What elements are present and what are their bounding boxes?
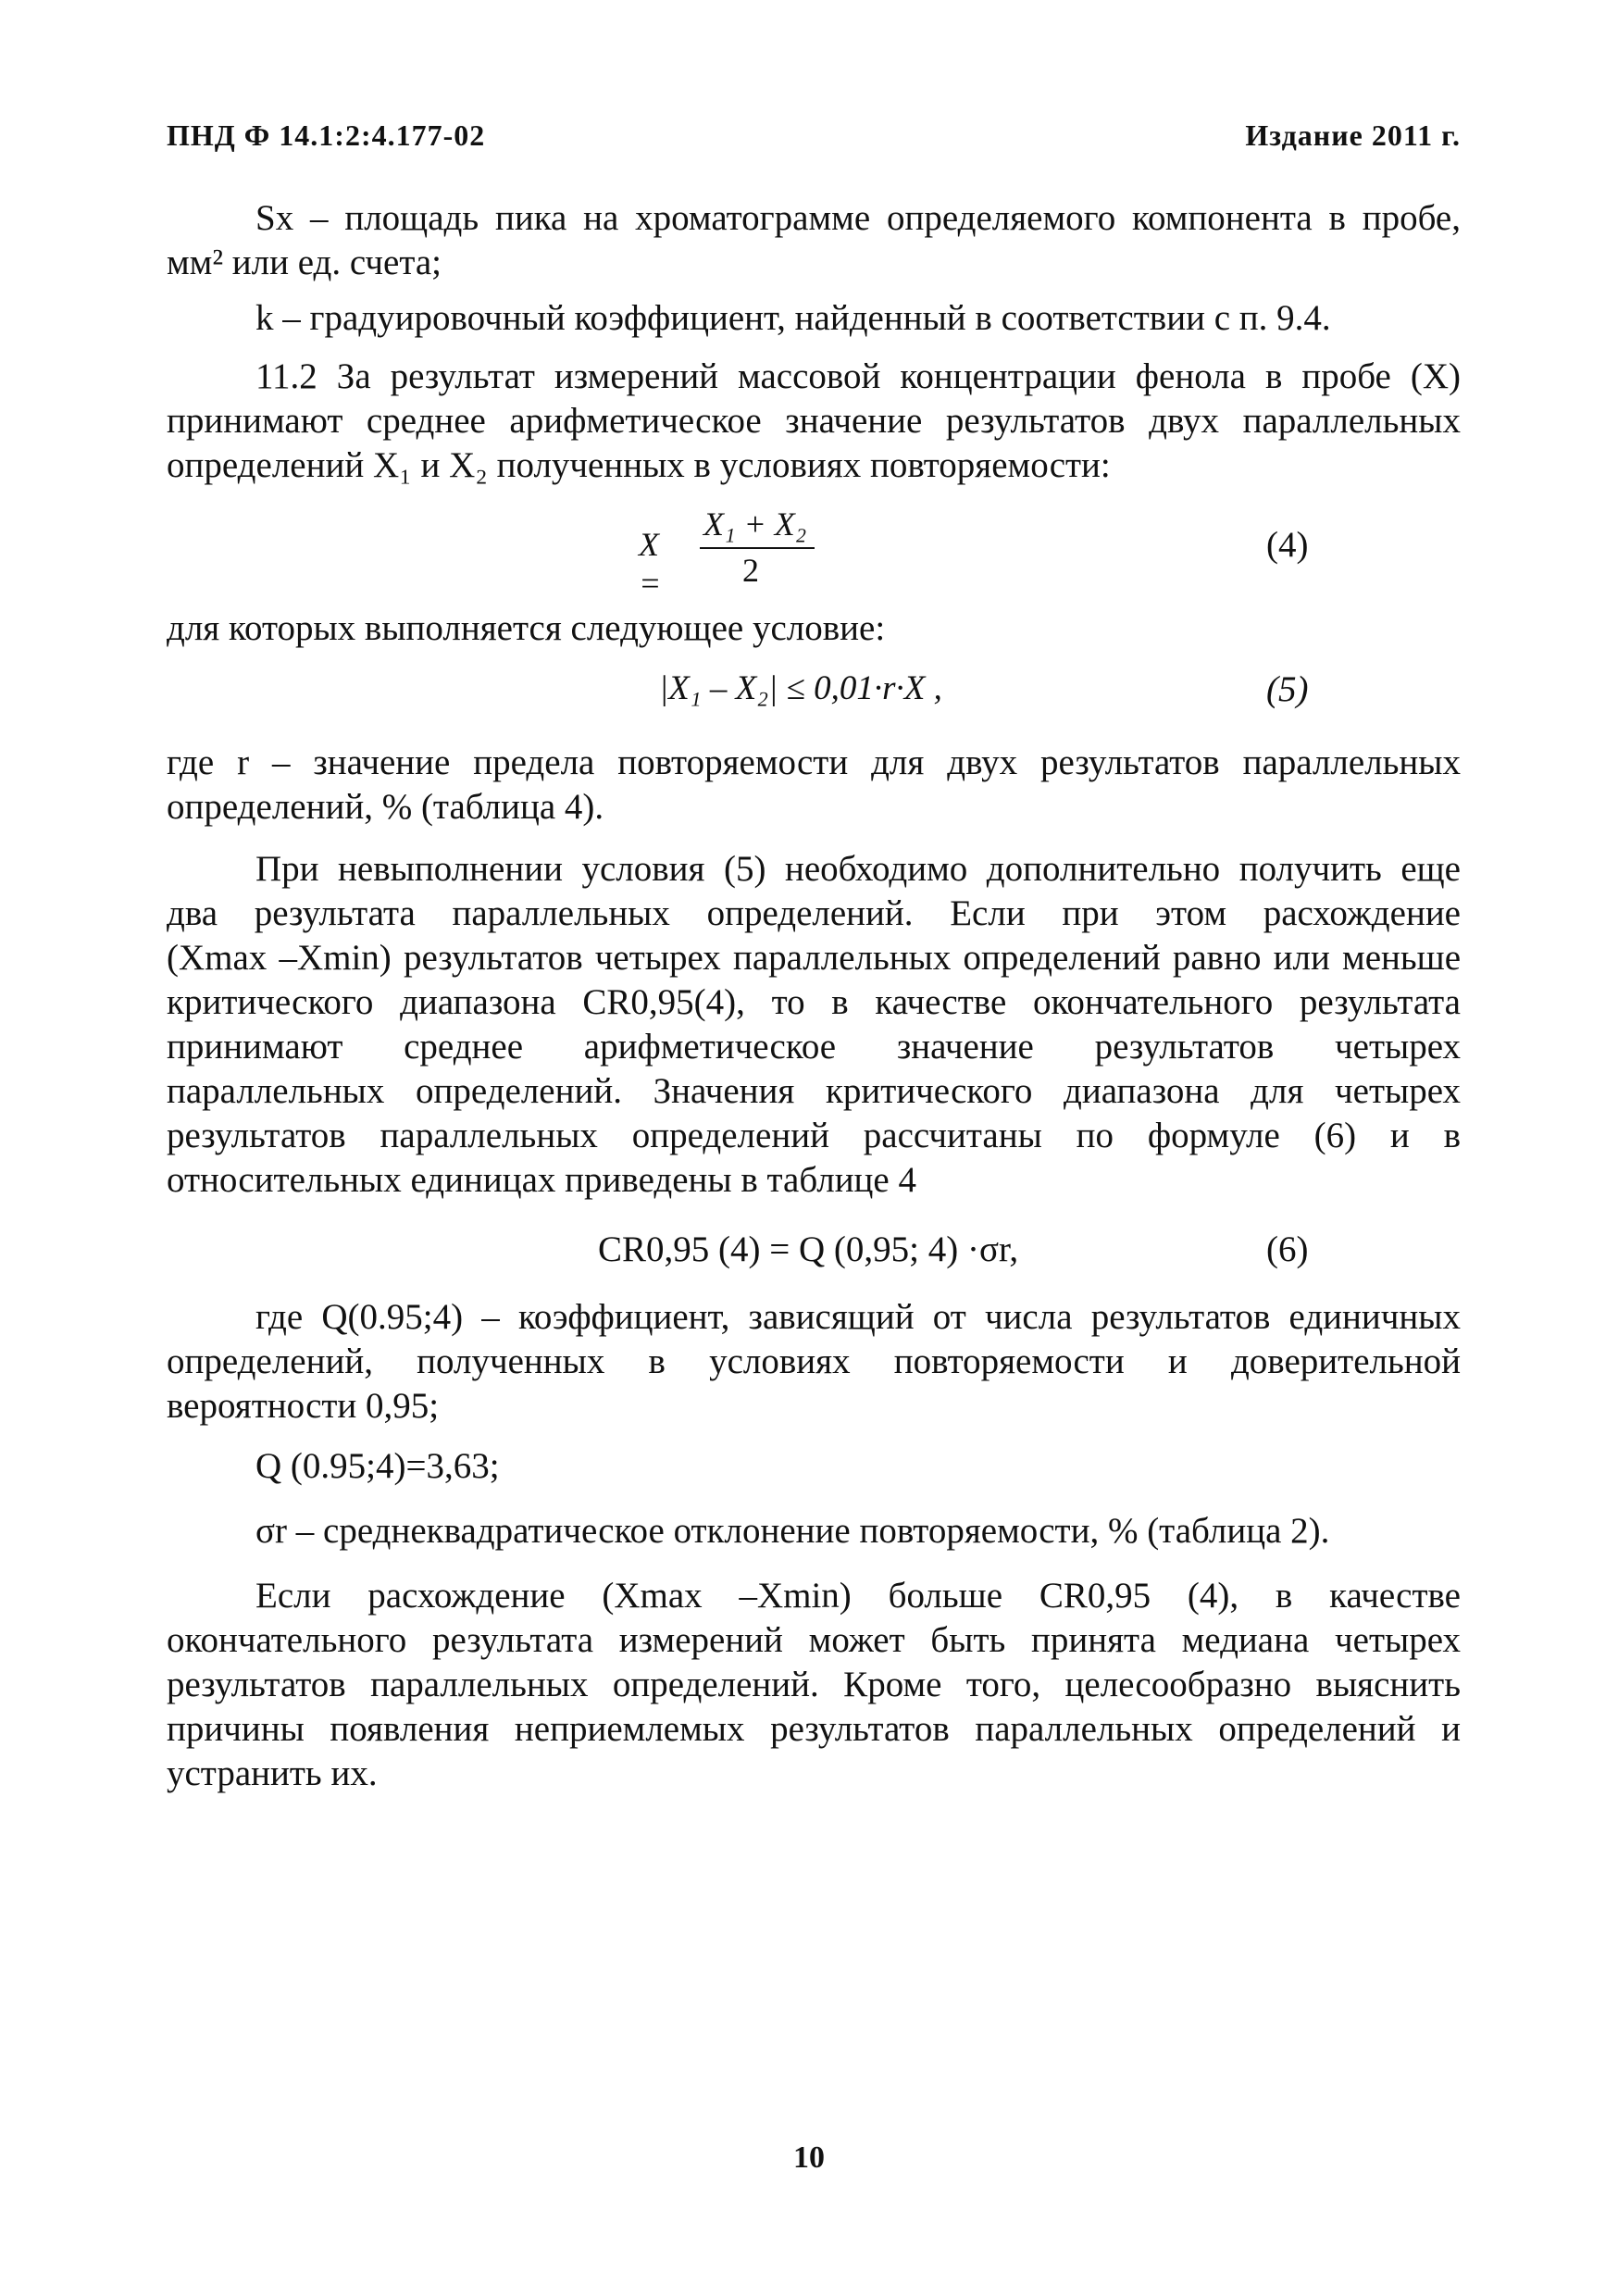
where-q-line-2: определений, полученных в условиях повторяемости и доверительной [167, 1341, 1461, 1381]
equation-number-6: (6) [1266, 1229, 1309, 1269]
formula-4-lhs: X = [639, 526, 662, 602]
where-r-line-2: определений, % (таблица 4). [167, 787, 604, 827]
para-median-line-3: результатов параллельных определений. Кроме того, целесообразно выяснить [167, 1665, 1461, 1704]
section-11-2-line-1: 11.2 За результат измерений массовой концентрации фенола в пробе (X) [255, 356, 1461, 396]
def-sx-line-2: мм² или ед. счета; [167, 243, 442, 282]
def-k: k – градуировочный коэффициент, найденный в соответствии с п. 9.4. [255, 298, 1331, 338]
equation-number-4: (4) [1266, 525, 1309, 565]
edition-label: Издание 2011 г. [1245, 119, 1461, 152]
condition-text: для которых выполняется следующее условие: [167, 608, 886, 648]
para-fail-line-7: результатов параллельных определений рассчитаны по формуле (6) и в [167, 1116, 1461, 1155]
para-fail-line-5: принимают среднее арифметическое значение результатов четырех [167, 1027, 1461, 1067]
section-11-2-line-2: принимают среднее арифметическое значение результатов двух параллельных [167, 401, 1461, 441]
q-value: Q (0.95;4)=3,63; [255, 1446, 500, 1486]
page-number: 10 [793, 2140, 825, 2175]
def-sx-line-1: Sx – площадь пика на хроматограмме определяемого компонента в пробе, [255, 198, 1461, 238]
section-11-2-line-3: определений X₁ и X₂ полученных в условиях повторяемости: [167, 445, 1111, 485]
para-median-line-4: причины появления неприемлемых результатов параллельных определений и [167, 1709, 1461, 1749]
para-median-line-1: Если расхождение (Xmax –Xmin) больше CR0,95 (4), в качестве [255, 1576, 1461, 1616]
para-fail-line-3: (Xmax –Xmin) результатов четырех параллельных определений равно или меньше [167, 938, 1461, 978]
document-code: ПНД Ф 14.1:2:4.177-02 [167, 119, 486, 152]
sigma-definition: σr – среднеквадратическое отклонение повторяемости, % (таблица 2). [255, 1511, 1330, 1551]
para-fail-line-8: относительных единицах приведены в таблице 4 [167, 1160, 916, 1200]
formula-6: CR0,95 (4) = Q (0,95; 4) ·σr, [598, 1229, 1019, 1269]
equation-number-5: (5) [1266, 669, 1309, 709]
where-q-line-3: вероятности 0,95; [167, 1386, 440, 1426]
para-median-line-5: устранить их. [167, 1753, 378, 1793]
formula-5: |X₁ – X₂| ≤ 0,01·r·X , [659, 669, 942, 707]
formula-4-denominator: 2 [742, 552, 759, 589]
fraction-bar [700, 547, 815, 549]
para-median-line-2: окончательного результата измерений может быть принята медиана четырех [167, 1620, 1461, 1660]
para-fail-line-4: критического диапазона CR0,95(4), то в качестве окончательного результата [167, 982, 1461, 1022]
where-q-line-1: где Q(0.95;4) – коэффициент, зависящий от числа результатов единичных [255, 1297, 1461, 1337]
para-fail-line-1: При невыполнении условия (5) необходимо дополнительно получить еще [255, 849, 1461, 889]
para-fail-line-2: два результата параллельных определений. Если при этом расхождение [167, 893, 1461, 933]
para-fail-line-6: параллельных определений. Значения критического диапазона для четырех [167, 1071, 1461, 1111]
formula-4-numerator: X₁ + X₂ [703, 505, 807, 543]
where-r-line-1: где r – значение предела повторяемости для двух результатов параллельных [167, 742, 1461, 782]
